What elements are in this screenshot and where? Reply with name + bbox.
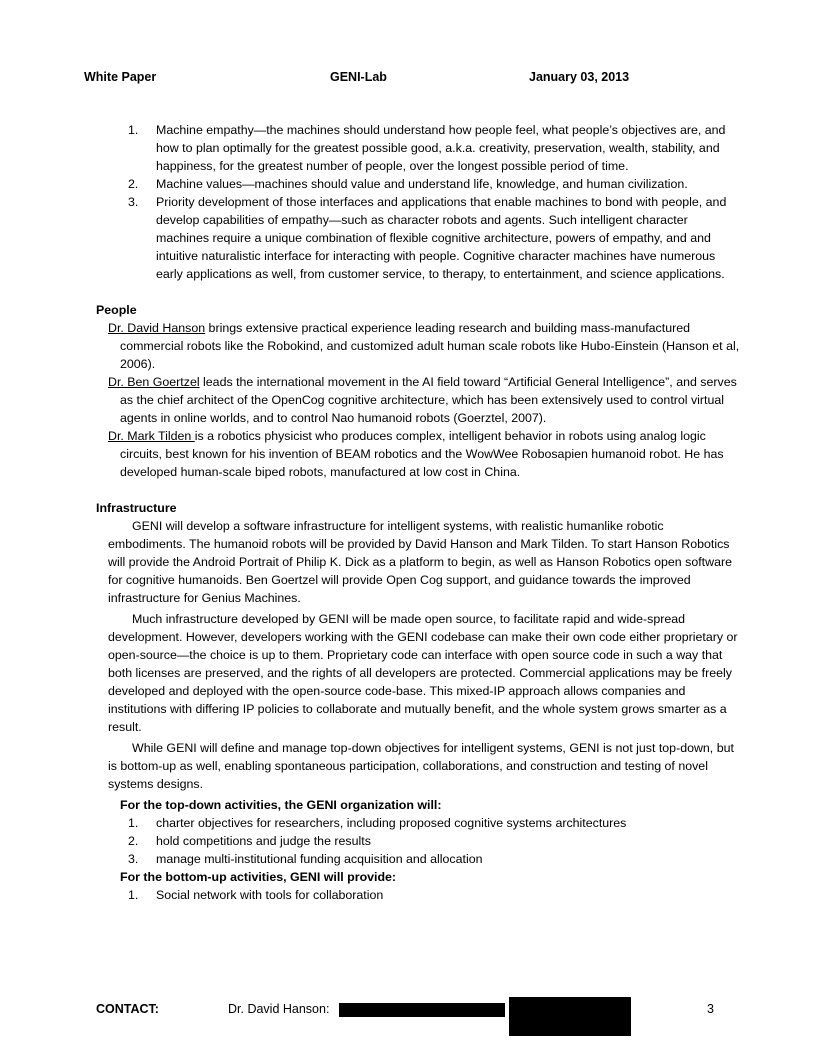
list-item: [128, 121, 741, 175]
list-item: [128, 850, 741, 868]
list-number: 1.: [128, 888, 139, 902]
principles-list: [96, 121, 741, 283]
list-number: 2.: [128, 834, 139, 848]
person-description: leads the international movement in the AI field toward “Artificial General Intelligence”, and serves as the chief architect of the OpenCog cognitive architecture, which has been extensively used to control virtual agents in online worlds, and to control Nao humanoid robots (Goerztel, 2007).: [120, 375, 737, 425]
body-paragraph: GENI will develop a software infrastructure for intelligent systems, with realistic humanlike robotic embodiments. The humanoid robots will be provided by David Hanson and Mark Tilden. To start Hanson Robotics will provide the Android Portrait of Philip K. Dick as a platform to begin, as well as Hanson Robotics open software for cognitive humanoids. Ben Goertzel will provide Open Cog support, and guidance towards the improved infrastructure for Genius Machines.: [108, 519, 732, 605]
bottomup-list: [96, 886, 741, 904]
list-item: [128, 832, 741, 850]
person-entry: [96, 319, 741, 373]
people-heading: People: [96, 303, 137, 317]
person-name-link[interactable]: Dr. Mark Tilden: [108, 429, 195, 443]
body-paragraph: While GENI will define and manage top-down objectives for intelligent systems, GENI is not just top-down, but is bottom-up as well, enabling spontaneous participation, collaborations, and construction and testing of novel systems designs.: [108, 741, 734, 791]
bottomup-heading: For the bottom-up activities, GENI will provide:: [120, 870, 397, 884]
list-text: Priority development of those interfaces and applications that enable machines to bond with people, and develop capabilities of empathy—such as character robots and agents. Such intelligent character machines require a unique combination of flexible cognitive architecture, powers of empathy, and and intuitive naturalistic interface for interacting with people. Cognitive character machines have numerous early applications as well, from customer service, to therapy, to entertainment, and science applications.: [156, 195, 727, 281]
list-number: 2.: [128, 177, 139, 191]
person-entry: [96, 373, 741, 427]
list-item: [128, 886, 741, 904]
list-text: Social network with tools for collaboration: [156, 888, 384, 902]
person-entry: [96, 427, 741, 481]
footer-contact-label: CONTACT:: [96, 1002, 159, 1016]
list-item: [128, 175, 741, 193]
body-paragraph: Much infrastructure developed by GENI will be made open source, to facilitate rapid and wide-spread development. However, developers working with the GENI codebase can make their own code either proprietary or open-source—the choice is up to them. Proprietary code can interface with open source code in such a way that both licenses are preserved, and the rights of all developers are protected. Commercial applications may be freely developed and deployed with the open-source code-base. This mixed-IP approach allows companies and institutions with differing IP policies to collaborate and mutually benefit, and the whole system grows smarter as a result.: [108, 612, 738, 734]
topdown-heading: For the top-down activities, the GENI organization will:: [120, 798, 442, 812]
person-name-link[interactable]: Dr. Ben Goertzel: [108, 375, 200, 389]
redaction-bar: [339, 1003, 505, 1017]
infrastructure-heading: Infrastructure: [96, 501, 177, 515]
list-number: 3.: [128, 195, 139, 209]
list-text: Machine values—machines should value and understand life, knowledge, and human civilization.: [156, 177, 688, 191]
list-item: [128, 193, 741, 283]
page-number: 3: [707, 1002, 714, 1016]
list-number: 1.: [128, 816, 139, 830]
list-text: charter objectives for researchers, including proposed cognitive systems architectures: [156, 816, 627, 830]
footer-contact-name: Dr. David Hanson:: [228, 1002, 330, 1016]
list-item: [128, 814, 741, 832]
person-name-link[interactable]: Dr. David Hanson: [108, 321, 206, 335]
list-text: manage multi-institutional funding acquisition and allocation: [156, 852, 483, 866]
person-description: brings extensive practical experience leading research and building mass-manufactured commercial robots like the Robokind, and customized adult human scale robots like Hubo-Einstein (Hanson et al, 2006).: [120, 321, 740, 371]
list-number: 1.: [128, 123, 139, 137]
header-org: GENI-Lab: [330, 70, 387, 84]
header-doc-type: White Paper: [84, 70, 157, 84]
topdown-list: [96, 814, 741, 868]
redaction-block: [509, 997, 631, 1036]
document-body: [96, 121, 741, 904]
list-number: 3.: [128, 852, 139, 866]
list-text: Machine empathy—the machines should understand how people feel, what people’s objectives are, and how to plan optimally for the greatest possible good, a.k.a. creativity, preservation, wealth, stability, and happiness, for the greatest number of people, over the longest possible period of time.: [156, 123, 726, 173]
header-date: January 03, 2013: [529, 70, 630, 84]
list-text: hold competitions and judge the results: [156, 834, 371, 848]
person-description: is a robotics physicist who produces complex, intelligent behavior in robots using analog logic circuits, best known for his invention of BEAM robotics and the WowWee Robosapien humanoid robot. He has developed human-scale biped robots, manufactured at low cost in China.: [120, 429, 724, 479]
